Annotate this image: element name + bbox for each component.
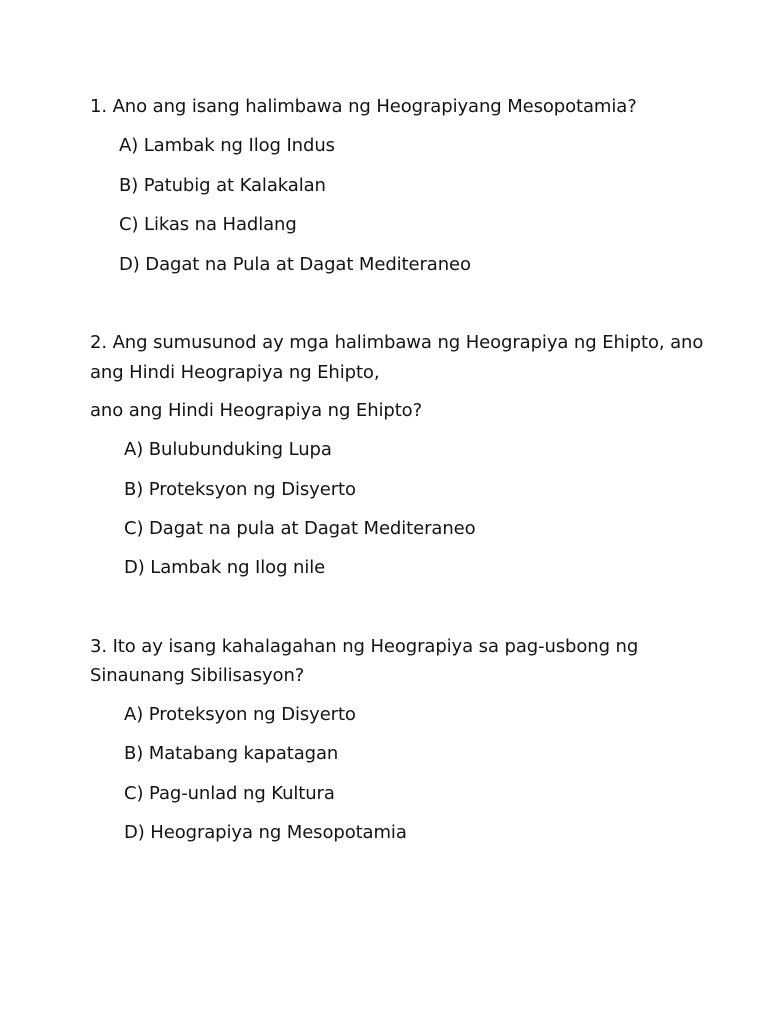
question-1-option-b: B) Patubig at Kalakalan	[119, 175, 326, 196]
question-3-option-a: A) Proteksyon ng Disyerto	[124, 704, 356, 725]
question-2-option-d: D) Lambak ng Ilog nile	[124, 557, 326, 578]
question-2-prompt-line-3: ano ang Hindi Heograpiya ng Ehipto?	[90, 400, 423, 421]
question-3-prompt-line-1: 3. Ito ay isang kahalagahan ng Heograpiya sa pag-usbong ng	[90, 636, 639, 657]
question-2-option-c: C) Dagat na pula at Dagat Mediteraneo	[124, 518, 476, 539]
question-1-option-a: A) Lambak ng Ilog Indus	[119, 135, 335, 156]
question-1-option-d: D) Dagat na Pula at Dagat Mediteraneo	[119, 254, 471, 275]
question-2-prompt-line-2: ang Hindi Heograpiya ng Ehipto,	[90, 362, 380, 383]
question-2-option-b: B) Proteksyon ng Disyerto	[124, 479, 356, 500]
question-2-option-a: A) Bulubunduking Lupa	[124, 439, 332, 460]
question-1-option-c: C) Likas na Hadlang	[119, 214, 297, 235]
question-3-option-d: D) Heograpiya ng Mesopotamia	[124, 822, 407, 843]
question-3-option-c: C) Pag-unlad ng Kultura	[124, 783, 335, 804]
question-2-prompt-line-1: 2. Ang sumusunod ay mga halimbawa ng Heograpiya ng Ehipto, ano	[90, 332, 704, 353]
question-3-option-b: B) Matabang kapatagan	[124, 743, 339, 764]
question-1-prompt: 1. Ano ang isang halimbawa ng Heograpiyang Mesopotamia?	[90, 96, 637, 117]
question-3-prompt-line-2: Sinaunang Sibilisasyon?	[90, 665, 305, 686]
